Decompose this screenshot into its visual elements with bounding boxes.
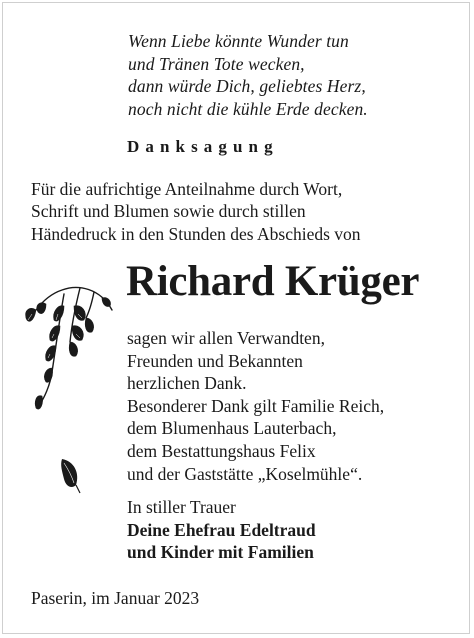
place-and-date: Paserin, im Januar 2023 bbox=[31, 588, 200, 608]
thanks-line: dem Bestattungshaus Felix bbox=[127, 440, 316, 461]
deceased-name: Richard Krüger bbox=[126, 258, 420, 305]
signature-intro: In stiller Trauer bbox=[127, 497, 236, 517]
poem-line: dann würde Dich, geliebtes Herz, bbox=[128, 76, 366, 96]
falling-leaf-icon bbox=[56, 455, 84, 495]
signature-block bbox=[127, 496, 316, 564]
poem bbox=[128, 30, 368, 120]
poem-line: Wenn Liebe könnte Wunder tun bbox=[128, 31, 349, 51]
thanks-line: herzlichen Dank. bbox=[127, 373, 247, 394]
thanks-text bbox=[127, 327, 384, 485]
poem-line: und Tränen Tote wecken, bbox=[128, 53, 305, 74]
signature-line: Deine Ehefrau Edeltraud bbox=[127, 519, 316, 540]
thanks-line: dem Blumenhaus Lauterbach, bbox=[127, 418, 337, 439]
intro-text bbox=[31, 178, 361, 245]
intro-line: Schrift und Blumen sowie durch stillen bbox=[31, 201, 306, 222]
signature-line: und Kinder mit Familien bbox=[127, 542, 314, 563]
birch-branch-with-leaves-icon bbox=[20, 276, 120, 416]
thanks-line: und der Gaststätte „Koselmühle“. bbox=[127, 463, 363, 484]
thanks-line: Besonderer Dank gilt Familie Reich, bbox=[127, 395, 385, 416]
intro-line: Für die aufrichtige Anteilnahme durch Wort, bbox=[31, 179, 343, 199]
intro-line: Händedruck in den Stunden des Abschieds von bbox=[31, 223, 361, 244]
poem-line: noch nicht die kühle Erde decken. bbox=[128, 98, 368, 119]
danksagung-heading: Danksagung bbox=[127, 137, 279, 156]
thanks-line: Freunden und Bekannten bbox=[127, 350, 303, 371]
thanks-line: sagen wir allen Verwandten, bbox=[127, 328, 325, 348]
